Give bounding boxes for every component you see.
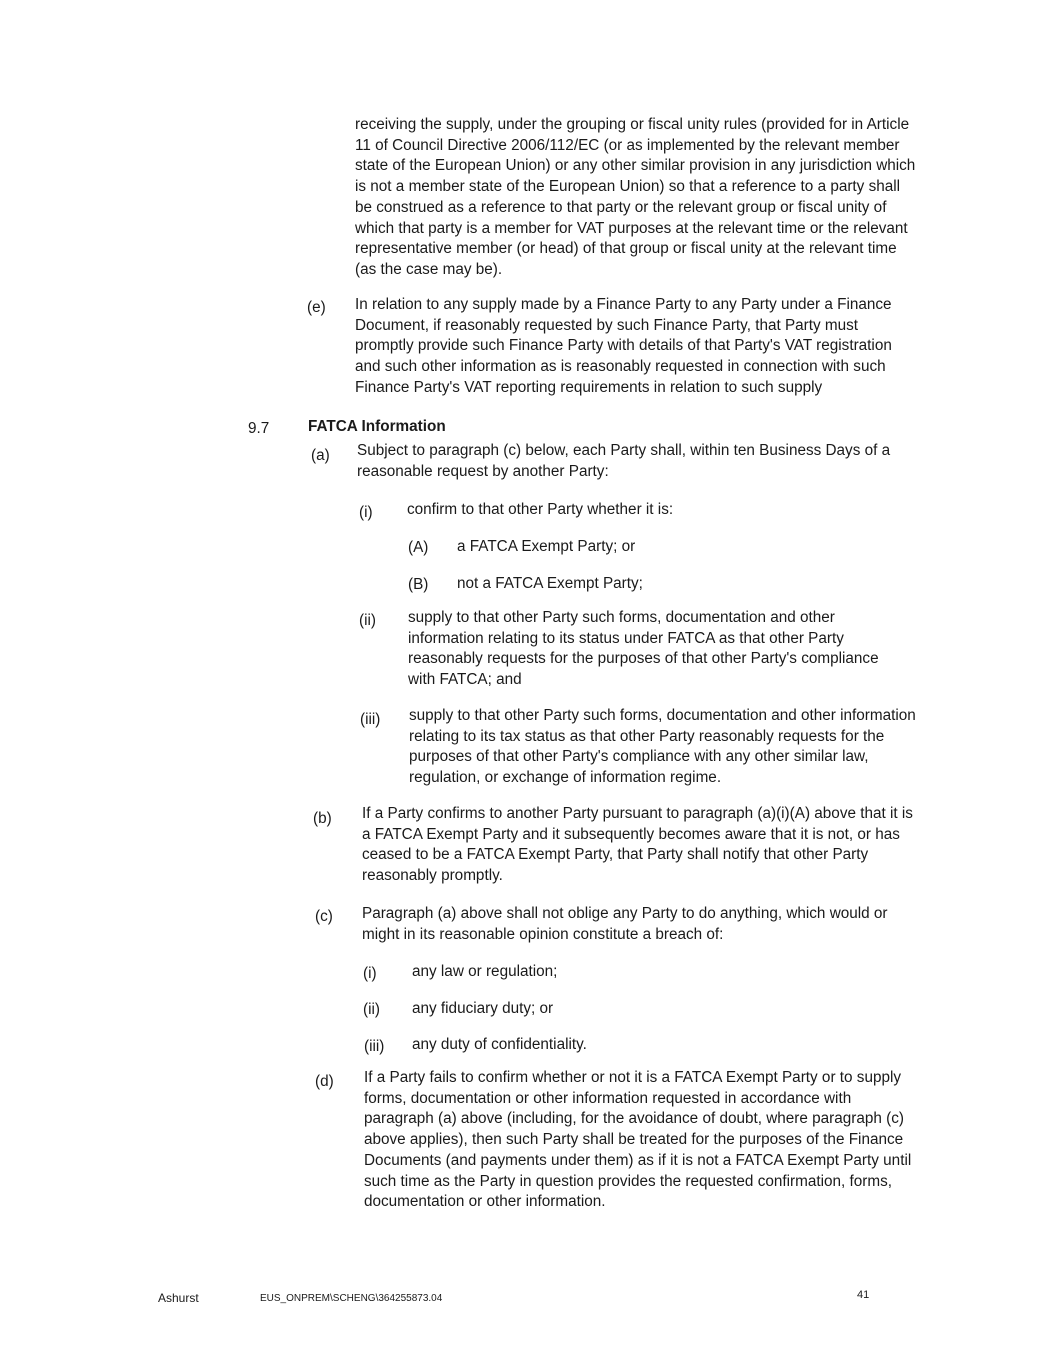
para-c-sub-i-text: any law or regulation; (412, 963, 558, 980)
para-a-text: Subject to paragraph (c) below, each Party shall, within ten Business Days of a reasonable request by another Party: (357, 442, 891, 480)
para-d-text: If a Party fails to confirm whether or not it is a FATCA Exempt Party or to supply forms, documentation or other information requested in accordance with paragraph (a) above (including, for the avoidance of doubt, where paragraph (c) above applies), then such Party shall be treated for the purposes of the Finance Documents (and payments under them) as if it is not a FATCA Exempt Party until such time as the Party in question provides the requested confirmation, forms, documentation or other information. (364, 1069, 912, 1211)
footer-page-number: 41 (857, 1289, 870, 1301)
para-a-sub-ii-label: (ii) (359, 612, 376, 629)
para-a-sub-ii-text: supply to that other Party such forms, documentation and other information relating to its status under FATCA as that other Party reasonably requests for the purposes of that other Party's compliance with FATCA; and (408, 609, 879, 689)
item-e-text: In relation to any supply made by a Finance Party to any Party under a Finance Document, if reasonably requested by such Finance Party, that Party must promptly provide such Finance Party with details of that Party's VAT registration and such other information as is reasonably requested in connection with such Finance Party's VAT reporting requirements in relation to such supply (355, 296, 892, 396)
para-b-label: (b) (313, 810, 332, 827)
para-a-label: (a) (311, 447, 330, 464)
option-A-label: (A) (408, 539, 429, 556)
para-a-sub-iii-label: (iii) (360, 711, 381, 728)
para-c-sub-i-label: (i) (363, 965, 377, 982)
option-A-text: a FATCA Exempt Party; or (457, 538, 636, 555)
para-a-sub-i-text: confirm to that other Party whether it is: (407, 501, 674, 518)
footer-firm-name: Ashurst (158, 1291, 199, 1305)
footer-document-reference: EUS_ONPREM\SCHENG\364255873.04 (260, 1293, 443, 1304)
section-number: 9.7 (248, 420, 270, 437)
option-B-label: (B) (408, 576, 429, 593)
para-c-sub-ii-text: any fiduciary duty; or (412, 1000, 554, 1017)
para-a-sub-i-label: (i) (359, 504, 373, 521)
para-c-label: (c) (315, 908, 333, 925)
continuation-paragraph: receiving the supply, under the grouping or fiscal unity rules (provided for in Article 11 of Council Directive 2006/112/EC (or as implemented by the relevant member state of the European Union) or any other similar provision in any jurisdiction which is not a member state of the European Union) so that a reference to a party shall be construed as a reference to that party or the relevant group or fiscal unity of which that party is a member for VAT purposes at the relevant time or the relevant representative member (or head) of that group or fiscal unity at the relevant time (as the case may be). (355, 116, 916, 278)
para-d-label: (d) (315, 1073, 334, 1090)
para-c-sub-iii-label: (iii) (364, 1038, 385, 1055)
para-c-sub-iii-text: any duty of confidentiality. (412, 1036, 587, 1053)
item-e-label: (e) (307, 299, 326, 316)
para-c-text: Paragraph (a) above shall not oblige any Party to do anything, which would or might in its reasonable opinion constitute a breach of: (362, 905, 888, 943)
option-B-text: not a FATCA Exempt Party; (457, 575, 643, 592)
para-c-sub-ii-label: (ii) (363, 1001, 380, 1018)
section-title: FATCA Information (308, 418, 446, 435)
para-b-text: If a Party confirms to another Party pursuant to paragraph (a)(i)(A) above that it is a FATCA Exempt Party and it subsequently becomes aware that it is not, or has ceased to be a FATCA Exempt Party, that Party shall notify that other Party reasonably promptly. (362, 805, 913, 885)
para-a-sub-iii-text: supply to that other Party such forms, documentation and other information relating to its tax status as that other Party reasonably requests for the purposes of that other Party's compliance with any other similar law, regulation, or exchange of information regime. (409, 707, 916, 787)
